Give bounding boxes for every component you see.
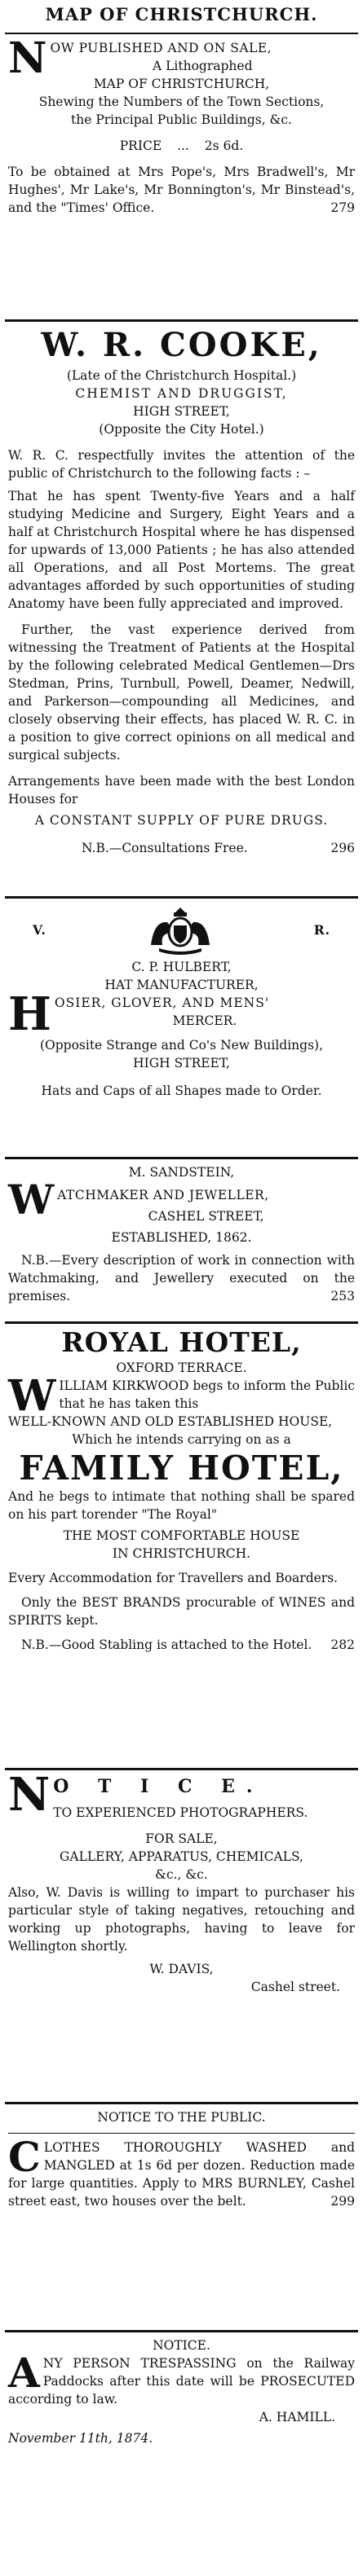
cooke-late: (Late of the Christchurch Hospital.) xyxy=(66,368,297,383)
price-label: PRICE xyxy=(119,138,162,153)
trespass-dropcap: A xyxy=(8,2349,40,2397)
divider xyxy=(5,33,358,34)
cooke-para2: Further, the vast experience derived from witnessing the Treatment of Patients at the Hospital by the following celebrated Medical Gentlemen—Drs Stedman, Prins, Turnbull, Powell, Deamer, Nedwill, and Parkerson—compounding all Medicines, and closely observing their effects, has placed W. R. C. in a position to give correct opinions on all medical and surgical subjects. xyxy=(8,622,355,763)
crest-right-letter: R. xyxy=(313,922,330,938)
trespass-heading: NOTICE. xyxy=(153,2338,210,2353)
trespass-date: November 11th, 1874. xyxy=(8,2431,153,2446)
hulbert-body: Hats and Caps of all Shapes made to Order. xyxy=(41,1084,322,1098)
hotel-line2: WELL-KNOWN AND OLD ESTABLISHED HOUSE, xyxy=(8,1414,333,1429)
map-ad xyxy=(8,3,355,26)
photo-etc: &c., &c. xyxy=(155,1867,208,1882)
public-heading: NOTICE TO THE PUBLIC. xyxy=(97,2110,266,2125)
divider xyxy=(8,2133,355,2134)
divider xyxy=(5,2330,358,2332)
cooke-intro: W. R. C. respectfully invites the attention of the public of Christchurch to the following facts : – xyxy=(8,448,355,481)
price-value: 2s 6d. xyxy=(204,138,244,153)
map-line5: the Principal Public Buildings, &c. xyxy=(71,112,292,127)
cooke-opposite: (Opposite the City Hotel.) xyxy=(99,422,264,437)
sandstein-established: ESTABLISHED, 1862. xyxy=(111,1230,252,1245)
sandstein-ref: 253 xyxy=(330,1289,355,1303)
hotel-line1: ILLIAM KIRKWOOD begs to inform the Public that he has taken this xyxy=(59,1378,355,1411)
cooke-nb xyxy=(8,839,355,857)
map-ad-body xyxy=(8,33,355,217)
divider xyxy=(5,1157,358,1159)
royal-crest-row xyxy=(8,903,355,958)
photo-items: GALLERY, APPARATUS, CHEMICALS, xyxy=(60,1849,303,1864)
hotel-place: OXFORD TERRACE. xyxy=(116,1361,247,1375)
photo-sub: TO EXPERIENCED PHOTOGRAPHERS. xyxy=(53,1805,308,1820)
hotel-comfort2: IN CHRISTCHURCH. xyxy=(112,1546,251,1561)
hulbert-dropcap: H xyxy=(8,987,51,1041)
map-line3: MAP OF CHRISTCHURCH, xyxy=(93,77,270,91)
hotel-para3: Only the BEST BRANDS procurable of WINES and SPIRITS kept. xyxy=(8,1595,355,1628)
public-body xyxy=(8,2133,355,2210)
royal-hotel-ad xyxy=(8,1326,355,1654)
cooke-street: HIGH STREET, xyxy=(133,404,230,419)
map-heading: MAP OF CHRISTCHURCH. xyxy=(45,4,318,24)
royal-coat-of-arms-icon xyxy=(141,904,219,956)
sandstein-dropcap: W xyxy=(8,1176,55,1224)
hulbert-line1: OSIER, GLOVER, AND MENS' xyxy=(54,996,270,1010)
public-dropcap: C xyxy=(8,2133,41,2181)
cooke-para1: That he has spent Twenty-five Years and a half studying Medicine and Surgery, Eight Years and a half at Christchurch Hospital where he has dispensed for upwards of 13,000 Patients ; he has also attended all Operations, and all Post Mortems. The great advantages afforded by such opportunities of studing Anatomy have been fully appreciated and improved. xyxy=(8,489,355,611)
hulbert-line2: MERCER. xyxy=(172,1013,237,1028)
divider xyxy=(5,1321,358,1324)
map-line4: Shewing the Numbers of the Town Sections, xyxy=(38,95,325,109)
cooke-profession: CHEMIST AND DRUGGIST, xyxy=(75,386,288,401)
cooke-nb-text: N.B.—Consultations Free. xyxy=(82,841,248,855)
photo-body: Also, W. Davis is willing to impart to purchaser his particular style of taking negatives, retouching and working up photographs, having to leave for Wellington shortly. xyxy=(8,1885,355,1954)
sandstein-name: M. SANDSTEIN, xyxy=(128,1165,235,1180)
hulbert-opposite: (Opposite Strange and Co's New Buildings), xyxy=(39,1038,323,1053)
sandstein-line1: ATCHMAKER AND JEWELLER, xyxy=(57,1188,269,1202)
map-line2: A Lithographed xyxy=(153,59,253,73)
trespass-body: NY PERSON TRESPASSING on the Railway Paddocks after this date will be PROSECUTED according to law. xyxy=(8,2356,355,2407)
sandstein-nb xyxy=(8,1251,355,1305)
cooke-name: W. R. COOKE, xyxy=(41,326,322,364)
cooke-supply: A CONSTANT SUPPLY OF PURE DRUGS. xyxy=(34,813,329,828)
hotel-nb-text: N.B.—Good Stabling is attached to the Hotel. xyxy=(21,1637,312,1652)
crest-left-letter: V. xyxy=(33,922,46,938)
divider xyxy=(5,319,358,322)
hotel-ref: 282 xyxy=(330,1637,355,1652)
map-dropcap: N xyxy=(8,33,47,83)
public-notice-ad xyxy=(8,2108,355,2210)
map-ref: 279 xyxy=(330,200,355,215)
divider xyxy=(5,896,358,899)
public-ref: 299 xyxy=(330,2194,355,2209)
hotel-para2: Every Accommodation for Travellers and Boarders. xyxy=(8,1571,339,1585)
photographers-ad xyxy=(8,1768,355,1996)
public-body-text: LOTHES THOROUGHLY WASHED and MANGLED at 1s 6d per dozen. Reduction made for large quantities. Apply to MRS BURNLEY, Cashel street east, two houses over the belt. xyxy=(8,2140,355,2209)
hotel-nb xyxy=(8,1636,355,1654)
divider xyxy=(5,2102,358,2104)
photo-dropcap: N xyxy=(8,1768,51,1822)
cooke-ad xyxy=(8,324,355,857)
hulbert-name: C. P. HULBERT, xyxy=(131,960,232,974)
hulbert-ad xyxy=(8,903,355,1100)
trespass-sign: A. HAMILL. xyxy=(259,2410,335,2424)
hotel-dropcap: W xyxy=(8,1371,56,1421)
hotel-comfort1: THE MOST COMFORTABLE HOUSE xyxy=(63,1528,300,1543)
sandstein-street: CASHEL STREET, xyxy=(148,1209,264,1224)
hotel-title: ROYAL HOTEL, xyxy=(61,1326,302,1358)
hulbert-street: HIGH STREET, xyxy=(133,1056,230,1070)
photo-signplace: Cashel street. xyxy=(250,1980,340,1994)
sandstein-nb-text: N.B.—Every description of work in connection with Watchmaking, and Jewellery executed on the premises. xyxy=(8,1253,355,1303)
hotel-para1: And he begs to intimate that nothing shall be spared on his part torender "The Royal" xyxy=(8,1489,355,1522)
divider xyxy=(5,1768,358,1770)
map-body-text: To be obtained at Mrs Pope's, Mrs Bradwell's, Mr Hughes', Mr Lake's, Mr Bonnington's, Mr Binstead's, and the "Times' Office. xyxy=(8,165,355,215)
cooke-ref: 296 xyxy=(330,841,355,855)
photo-title: O T I C E. xyxy=(53,1776,264,1797)
price-dots: ... xyxy=(177,138,189,153)
map-body xyxy=(8,163,355,217)
map-line1: OW PUBLISHED AND ON SALE, xyxy=(50,41,272,55)
sandstein-ad xyxy=(8,1163,355,1305)
trespass-notice-ad xyxy=(8,2336,355,2447)
photo-sign: W. DAVIS, xyxy=(149,1962,214,1976)
hulbert-trade: HAT MANUFACTURER, xyxy=(104,978,259,992)
hotel-line3: Which he intends carrying on as a xyxy=(72,1432,291,1447)
hotel-family: FAMILY HOTEL, xyxy=(19,1448,344,1488)
photo-forsale: FOR SALE, xyxy=(145,1831,218,1846)
map-price xyxy=(8,137,355,155)
cooke-para3: Arrangements have been made with the best London Houses for xyxy=(8,774,355,807)
